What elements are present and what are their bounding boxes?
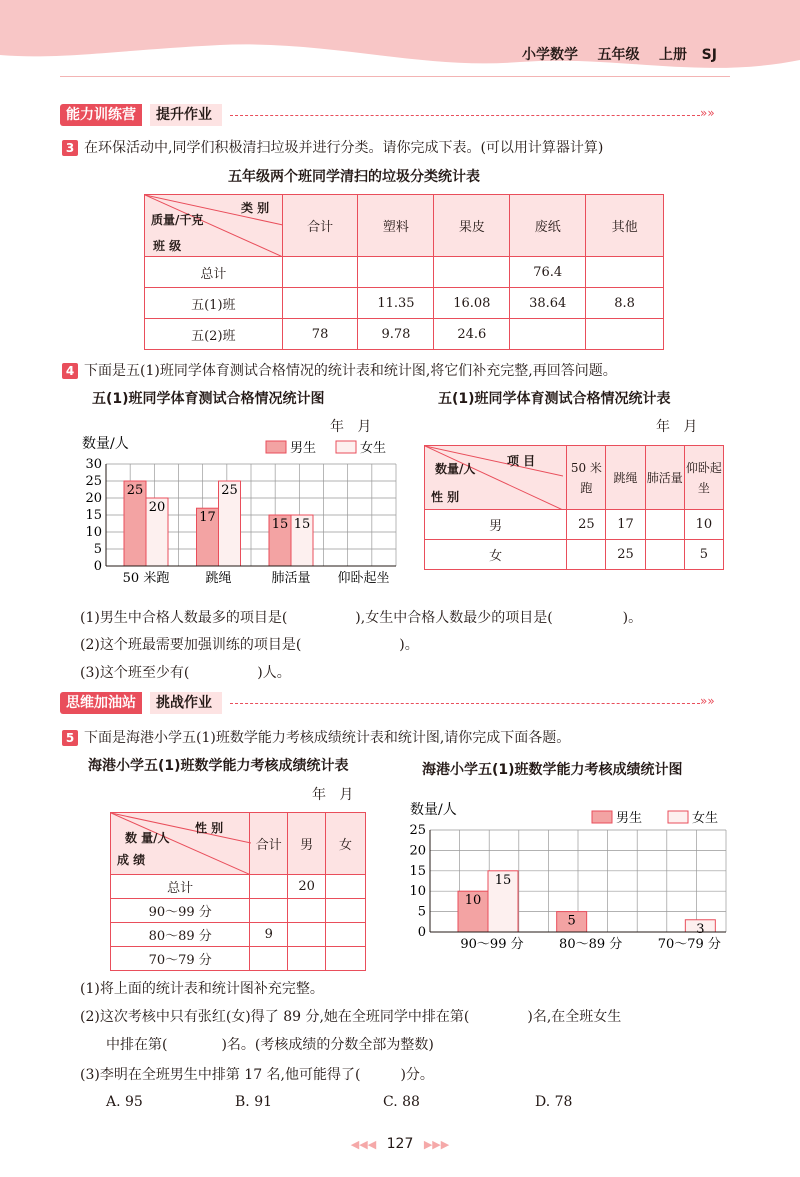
q3-cell: 76.4	[510, 257, 586, 288]
q5-table	[110, 812, 366, 971]
q4-q2-text-a: (2)这个班最需要加强训练的项目是(	[80, 637, 302, 653]
q3-corner-middle: 质量/千克	[151, 213, 204, 227]
q3-cell[interactable]	[586, 319, 664, 350]
section-label-light: 提升作业	[150, 104, 222, 126]
q4-question-3	[80, 662, 291, 682]
q4-question-1	[80, 607, 642, 627]
q4-corner-top: 项 目	[507, 454, 536, 468]
q5-row-label: 总计	[111, 875, 250, 899]
triangles-right-icon: ▶▶▶	[423, 1138, 450, 1151]
q3-cell[interactable]	[282, 257, 358, 288]
table-row	[145, 319, 664, 350]
q4-q1-text-b: ),女生中合格人数最少的项目是(	[355, 610, 553, 626]
q4-table-title: 五(1)班同学体育测试合格情况统计表	[438, 391, 671, 407]
y-tick-label: 20	[409, 843, 426, 859]
q4-col-header: 仰卧起坐	[684, 446, 723, 510]
header-band	[0, 0, 800, 80]
q4-corner-middle: 数量/人	[435, 462, 476, 476]
table-row	[111, 875, 366, 899]
q5-cell[interactable]	[288, 923, 326, 947]
table-row	[425, 510, 724, 540]
q4-chart-date: 年 月	[330, 419, 372, 435]
legend-label: 男生	[290, 441, 317, 456]
q4-q3-text-b: )人。	[257, 665, 291, 681]
q4-col-header: 50 米跑	[567, 446, 606, 510]
section-dash-line	[230, 703, 700, 704]
q3-table-title: 五年级两个班同学清扫的垃圾分类统计表	[228, 169, 480, 185]
y-tick-label: 20	[85, 491, 102, 506]
q3-col-header: 塑料	[358, 195, 434, 257]
q3-corner-top: 类 别	[241, 201, 270, 215]
q4-chart-title: 五(1)班同学体育测试合格情况统计图	[92, 391, 325, 407]
q4-row-label: 男	[425, 510, 567, 540]
q3-cell: 11.35	[358, 288, 434, 319]
q3-col-header: 其他	[586, 195, 664, 257]
data-label: 25	[126, 483, 144, 498]
table-row	[111, 923, 366, 947]
y-tick-label: 5	[93, 542, 102, 557]
option-b[interactable]: B. 91	[235, 1094, 273, 1110]
table-row	[145, 288, 664, 319]
y-axis-label: 数量/人	[410, 802, 457, 818]
q3-col-header: 废纸	[510, 195, 586, 257]
data-label: 15	[271, 517, 289, 532]
q5-cell[interactable]	[288, 947, 326, 971]
q5-corner-bottom: 成 绩	[117, 853, 146, 867]
q4-cell[interactable]	[645, 540, 684, 570]
q4-q1-text-c: )。	[622, 610, 643, 626]
header-subject: 小学数学	[522, 47, 578, 63]
data-label: 10	[464, 893, 482, 909]
y-axis-label: 数量/人	[82, 436, 129, 452]
header-grade: 五年级	[597, 47, 640, 63]
header-info	[522, 44, 717, 64]
q5-cell[interactable]	[326, 947, 366, 971]
q3-cell[interactable]	[586, 257, 664, 288]
section-dash-line	[230, 115, 700, 116]
q3-col-header: 果皮	[434, 195, 510, 257]
option-a[interactable]: A. 95	[106, 1094, 143, 1110]
x-tick-label: 跳绳	[205, 571, 232, 586]
q5-cell: 20	[288, 875, 326, 899]
q5-cell[interactable]	[250, 947, 288, 971]
data-label: 15	[494, 872, 512, 888]
data-label: 25	[221, 483, 238, 498]
legend-swatch	[668, 811, 688, 823]
y-tick-label: 0	[93, 559, 102, 574]
section-label-light: 挑战作业	[150, 692, 222, 714]
q4-table-date: 年 月	[656, 419, 698, 435]
q4-cell[interactable]	[645, 510, 684, 540]
q3-cell: 16.08	[434, 288, 510, 319]
data-label: 5	[567, 913, 576, 929]
data-label: 20	[148, 500, 166, 515]
data-label: 3	[696, 921, 705, 937]
table-row	[145, 257, 664, 288]
q4-row-label: 女	[425, 540, 567, 570]
q3-row-label: 五(1)班	[145, 288, 283, 319]
q5-chart-title: 海港小学五(1)班数学能力考核成绩统计图	[422, 762, 683, 778]
option-d[interactable]: D. 78	[535, 1094, 573, 1110]
q5-row-label: 80～89 分	[111, 923, 250, 947]
q5-corner-cell	[111, 813, 250, 875]
q5-question-2	[80, 1006, 621, 1026]
q5-cell[interactable]	[326, 875, 366, 899]
section-label-dark: 思维加油站	[60, 692, 142, 714]
option-c[interactable]: C. 88	[383, 1094, 420, 1110]
y-tick-label: 10	[409, 884, 426, 900]
q3-cell: 8.8	[586, 288, 664, 319]
q4-cell: 17	[606, 510, 645, 540]
q3-cell: 78	[282, 319, 358, 350]
q4-cell: 10	[684, 510, 723, 540]
q3-prompt: 在环保活动中,同学们积极清扫垃圾并进行分类。请你完成下表。(可以用计算器计算)	[84, 140, 604, 156]
q3-col-header: 合计	[282, 195, 358, 257]
q4-cell: 5	[684, 540, 723, 570]
q3-prompt-line	[62, 137, 603, 157]
y-tick-label: 10	[85, 525, 102, 540]
q5-table-date: 年 月	[312, 787, 354, 803]
q4-col-header: 肺活量	[645, 446, 684, 510]
table-row	[425, 540, 724, 570]
q4-cell: 25	[606, 540, 645, 570]
legend-swatch	[336, 441, 356, 453]
q5-col-header: 合计	[250, 813, 288, 875]
q4-corner-cell	[425, 446, 567, 510]
y-tick-label: 5	[417, 904, 426, 920]
x-tick-label: 仰卧起坐	[337, 571, 390, 586]
y-tick-label: 25	[409, 823, 426, 838]
q5-row-label: 70～79 分	[111, 947, 250, 971]
q5-question-1: (1)将上面的统计表和统计图补充完整。	[80, 981, 324, 997]
table-row	[111, 947, 366, 971]
header-rule	[60, 76, 730, 77]
q5-corner-middle: 数 量/人	[125, 831, 170, 845]
legend-label: 女生	[692, 811, 719, 826]
chevrons-right-icon: »»	[700, 106, 715, 120]
section-band-challenge	[60, 692, 730, 714]
q5-col-header: 男	[288, 813, 326, 875]
page-number: 127	[386, 1136, 414, 1152]
q4-q3-text-a: (3)这个班至少有(	[80, 665, 190, 681]
q5-q2-text-d: )名。(考核成绩的分数全部为整数)	[221, 1037, 434, 1053]
q4-q1-text-a: (1)男生中合格人数最多的项目是(	[80, 610, 288, 626]
data-label: 15	[293, 517, 311, 532]
q3-cell[interactable]	[358, 257, 434, 288]
page-footer	[330, 1136, 470, 1152]
legend-swatch	[592, 811, 612, 823]
y-tick-label: 30	[85, 457, 102, 472]
x-tick-label: 50 米跑	[122, 571, 170, 586]
x-tick-label: 70～79 分	[657, 937, 721, 952]
q5-bar-chart	[400, 796, 740, 958]
y-tick-label: 0	[417, 925, 426, 940]
q5-row-label: 90～99 分	[111, 899, 250, 923]
q4-table	[424, 445, 724, 570]
q4-q2-text-b: )。	[399, 637, 419, 653]
q3-cell: 9.78	[358, 319, 434, 350]
q5-q2-text-a: (2)这次考核中只有张红(女)得了 89 分,她在全班同学中排在第(	[80, 1009, 470, 1025]
triangles-left-icon: ◀◀◀	[350, 1138, 377, 1151]
header-volume: 上册	[659, 47, 687, 63]
q5-corner-top: 性 别	[195, 821, 224, 835]
legend-swatch	[266, 441, 286, 453]
q3-corner-cell	[145, 195, 283, 257]
q4-corner-bottom: 性 别	[431, 490, 460, 504]
q4-cell[interactable]	[567, 540, 606, 570]
y-tick-label: 15	[409, 863, 426, 879]
q5-q2-text-b: )名,在全班女生	[527, 1009, 622, 1025]
q3-cell[interactable]	[282, 288, 358, 319]
q4-prompt-line	[62, 360, 617, 380]
data-label: 17	[199, 510, 216, 526]
x-tick-label: 90～99 分	[460, 937, 524, 952]
q5-cell[interactable]	[288, 899, 326, 923]
q5-cell[interactable]	[326, 923, 366, 947]
q4-prompt: 下面是五(1)班同学体育测试合格情况的统计表和统计图,将它们补充完整,再回答问题。	[84, 363, 617, 379]
q4-number: 4	[62, 363, 78, 379]
q4-bar-chart	[70, 430, 410, 590]
q5-q2-text-c: 中排在第(	[106, 1037, 168, 1053]
q5-question-3	[80, 1064, 434, 1084]
q5-prompt: 下面是海港小学五(1)班数学能力考核成绩统计表和统计图,请你完成下面各题。	[84, 730, 571, 746]
q3-cell: 24.6	[434, 319, 510, 350]
q4-col-header: 跳绳	[606, 446, 645, 510]
q3-row-label: 五(2)班	[145, 319, 283, 350]
q3-table	[144, 194, 664, 350]
q3-cell[interactable]	[434, 257, 510, 288]
q4-cell: 25	[567, 510, 606, 540]
q4-question-2	[80, 634, 419, 654]
header-edition: SJ	[701, 47, 717, 63]
table-row	[111, 899, 366, 923]
q5-cell[interactable]	[326, 899, 366, 923]
q5-cell: 9	[250, 923, 288, 947]
x-tick-label: 肺活量	[271, 571, 311, 586]
x-tick-label: 80～89 分	[559, 937, 623, 952]
y-tick-label: 15	[85, 508, 102, 523]
q5-col-header: 女	[326, 813, 366, 875]
q5-cell[interactable]	[250, 899, 288, 923]
chevrons-right-icon: »»	[700, 694, 715, 708]
q5-table-title: 海港小学五(1)班数学能力考核成绩统计表	[88, 758, 349, 774]
q3-corner-bottom: 班 级	[153, 239, 182, 253]
q5-question-2-cont	[106, 1034, 434, 1054]
legend-label: 女生	[360, 441, 387, 456]
q3-cell: 38.64	[510, 288, 586, 319]
q5-number: 5	[62, 730, 78, 746]
legend-label: 男生	[616, 811, 643, 826]
section-band-practice	[60, 104, 730, 126]
y-tick-label: 25	[85, 474, 102, 489]
section-label-dark: 能力训练营	[60, 104, 142, 126]
q5-cell[interactable]	[250, 875, 288, 899]
q5-q3-text-a: (3)李明在全班男生中排第 17 名,他可能得了(	[80, 1067, 361, 1083]
q5-q3-text-b: )分。	[400, 1067, 434, 1083]
q3-cell[interactable]	[510, 319, 586, 350]
q3-row-label: 总计	[145, 257, 283, 288]
q3-number: 3	[62, 140, 78, 156]
q5-prompt-line	[62, 727, 570, 747]
